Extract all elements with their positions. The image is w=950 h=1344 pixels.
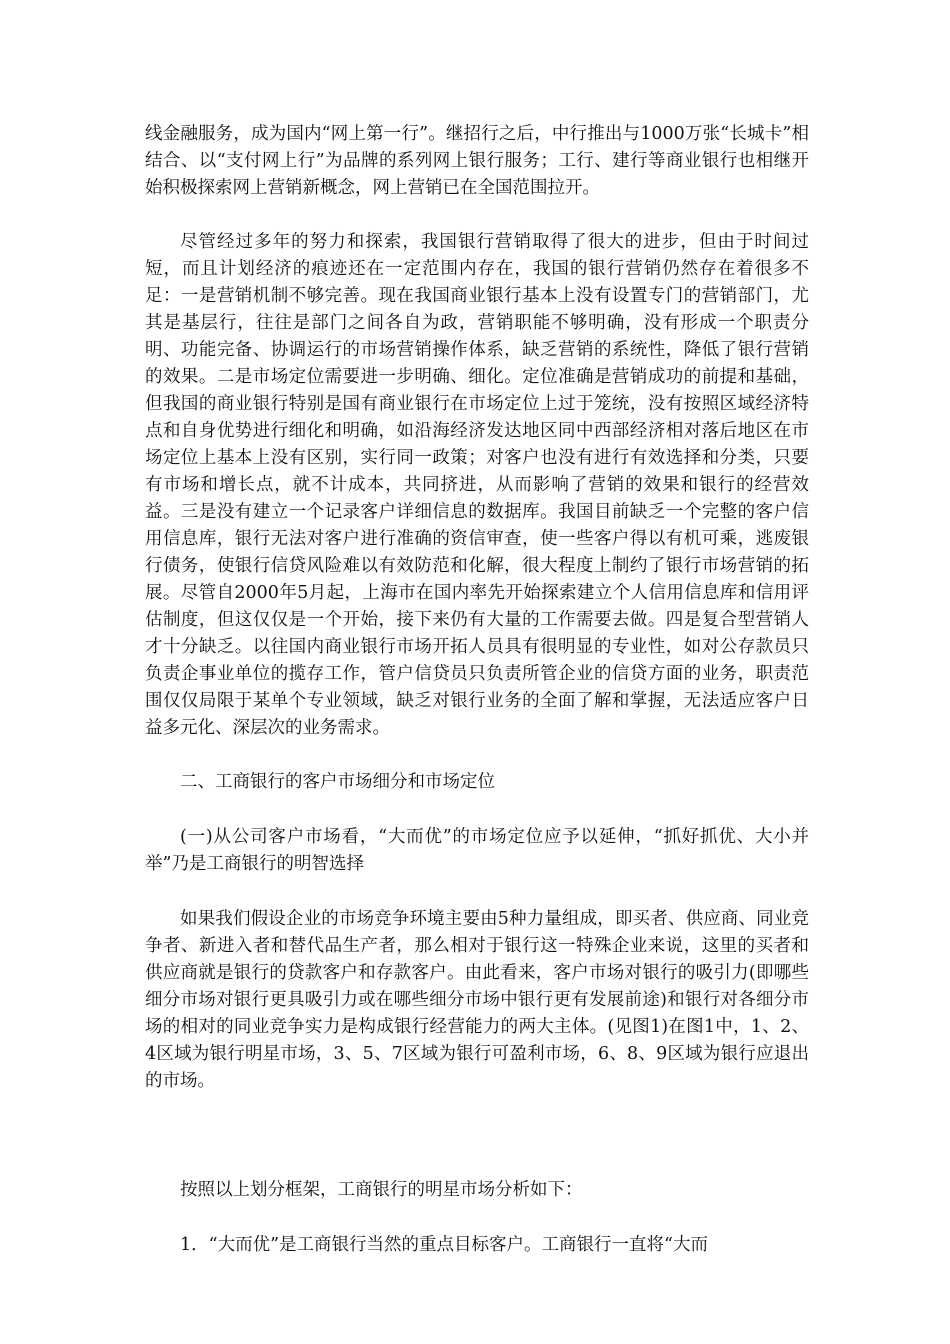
paragraph-big-and-excellent: 1．“大而优”是工商银行当然的重点目标客户。工商银行一直将“大而 [180,1235,708,1255]
paragraph-competitive-forces: 如果我们假设企业的市场竞争环境主要由5种力量组成，即买者、供应商、同业竞争者、新进入者和替代品生产者，那么相对于银行这一特殊企业来说，这里的买者和供应商就是银行的贷款客户和存款客户。由此看来，客户市场对银行的吸引力(即哪些细分市场对银行更具吸引力或在哪些细分市场中银行更有发展前途)和银行对各细分市场的相对的同业竞争实力是构成银行经营能力的两大主体。(见图1)在图1中，1、2、4区域为银行明星市场，3、5、7区域为银行可盈利市场，6、8、9区域为银行应退出的市场。 [145,909,809,1091]
paragraph-star-market-intro: 按照以上划分框架，工商银行的明星市场分析如下： [180,1180,583,1200]
document-body [145,121,809,1259]
paragraph-marketing-shortcomings: 尽管经过多年的努力和探索，我国银行营销取得了很大的进步，但由于时间过短，而且计划经济的痕迹还在一定范围内存在，我国的银行营销仍然存在着很多不足：一是营销机制不够完善。现在我国商业银行基本上没有设置专门的营销部门，尤其是基层行，往往是部门之间各自为政，营销职能不够明确，没有形成一个职责分明、功能完备、协调运行的市场营销操作体系，缺乏营销的系统性，降低了银行营销的效果。二是市场定位需要进一步明确、细化。定位准确是营销成功的前提和基础，但我国的商业银行特别是国有商业银行在市场定位上过于笼统，没有按照区域经济特点和自身优势进行细化和明确，如沿海经济发达地区同中西部经济相对落后地区在市场定位上基本上没有区别，实行同一政策；对客户也没有进行有效选择和分类，只要有市场和增长点，就不计成本，共同挤进，从而影响了营销的效果和银行的经营效益。三是没有建立一个记录客户详细信息的数据库。我国目前缺乏一个完整的客户信用信息库，银行无法对客户进行准确的资信审查，使一些客户得以有机可乘，逃废银行债务，使银行信贷风险难以有效防范和化解，很大程度上制约了银行市场营销的拓展。尽管自2000年5月起，上海市在国内率先开始探索建立个人信用信息库和信用评估制度，但这仅仅是一个开始，接下来仍有大量的工作需要去做。四是复合型营销人才十分缺乏。以往国内商业银行市场开拓人员具有很明显的专业性，如对公存款员只负责企事业单位的揽存工作，管户信贷员只负责所管企业的信贷方面的业务，职责范围仅仅局限于某单个专业领域，缺乏对银行业务的全面了解和掌握，无法适应客户日益多元化、深层次的业务需求。 [145,232,809,738]
subsection-heading-corporate-market: (一)从公司客户市场看，“大而优”的市场定位应予以延伸，“抓好抓优、大小并举”乃是工商银行的明智选择 [145,827,809,874]
paragraph-online-banking: 线金融服务，成为国内“网上第一行”。继招行之后，中行推出与1000万张“长城卡”相结合、以“支付网上行”为品牌的系列网上银行服务；工行、建行等商业银行也相继开始积极探索网上营销新概念，网上营销已在全国范围拉开。 [145,124,809,198]
section-heading-market-segmentation: 二、工商银行的客户市场细分和市场定位 [180,772,495,792]
